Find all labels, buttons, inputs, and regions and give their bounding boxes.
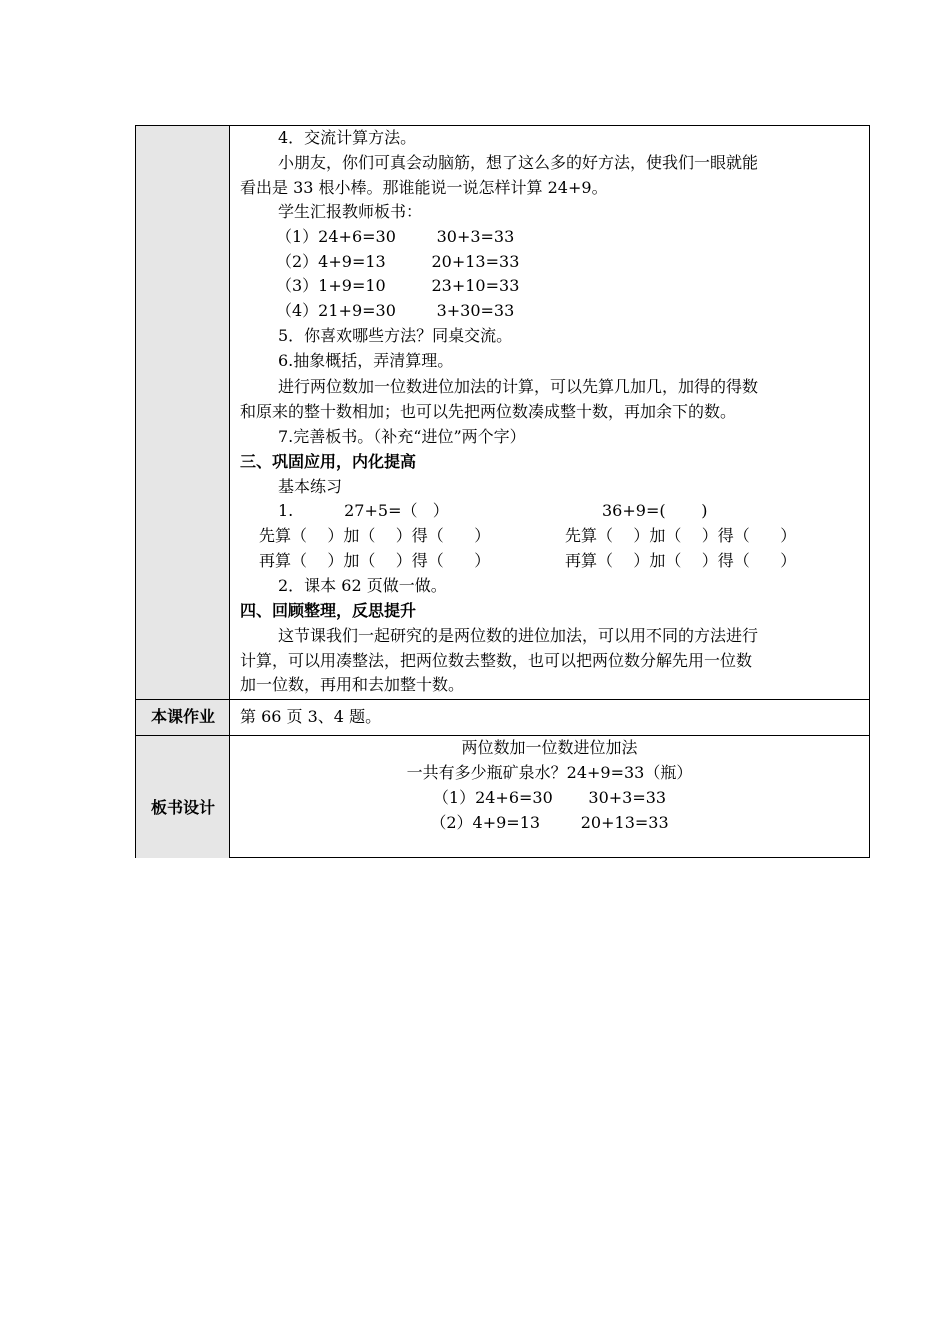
method-line: （1）24+6=30 30+3=33 — [276, 227, 515, 246]
lesson-plan-table — [135, 125, 870, 858]
subheading-basic-practice: 基本练习 — [278, 477, 343, 496]
method-line: （3）1+9=10 23+10=33 — [276, 276, 520, 295]
exercise-first-step-left: 先算（ ）加（ ）得（ ） — [259, 526, 491, 545]
board-row-2: （2）4+9=13 20+13=33 — [430, 813, 669, 832]
step-5-heading: 5．你喜欢哪些方法？同桌交流。 — [278, 326, 513, 345]
homework-label-cell — [136, 700, 230, 735]
section-heading-review: 四、回顾整理，反思提升 — [240, 601, 417, 620]
board-row-1: （1）24+6=30 30+3=33 — [432, 788, 667, 807]
board-question: 一共有多少瓶矿泉水？24+9=33（瓶） — [406, 763, 693, 782]
step-6-heading: 6.抽象概括，弄清算理。 — [278, 351, 454, 370]
step-4-heading: 4．交流计算方法。 — [278, 128, 417, 147]
homework-text: 第 66 页 3、4 题。 — [240, 707, 382, 726]
paragraph-line: 和原来的整十数相加；也可以先把两位数凑成整十数，再加余下的数。 — [240, 402, 737, 421]
process-label-cell — [136, 126, 230, 699]
exercise-1-right: 36+9=( ) — [602, 501, 708, 520]
paragraph-line: 进行两位数加一位数进位加法的计算，可以先算几加几，加得的得数 — [278, 377, 759, 396]
paragraph-line: 学生汇报教师板书： — [278, 202, 423, 221]
board-content-cell — [230, 736, 869, 858]
exercise-second-step-left: 再算（ ）加（ ）得（ ） — [259, 551, 491, 570]
exercise-2-line: 2．课本 62 页做一做。 — [278, 576, 447, 595]
section-heading-consolidate: 三、巩固应用，内化提高 — [240, 452, 417, 471]
board-title: 两位数加一位数进位加法 — [461, 738, 638, 757]
paragraph-line: 加一位数，再用和去加整十数。 — [240, 675, 465, 694]
paragraph-line: 这节课我们一起研究的是两位数的进位加法，可以用不同的方法进行 — [278, 626, 759, 645]
exercise-first-step-right: 先算（ ）加（ ）得（ ） — [565, 526, 797, 545]
paragraph-line: 看出是 33 根小棒。那谁能说一说怎样计算 24+9。 — [240, 178, 608, 197]
exercise-1-left: 1. 27+5=（ ） — [278, 501, 449, 520]
step-7-heading: 7.完善板书。（补充“进位”两个字） — [278, 427, 526, 446]
method-line: （4）21+9=30 3+30=33 — [276, 301, 515, 320]
paragraph-line: 小朋友，你们可真会动脑筋，想了这么多的好方法，使我们一眼就能 — [278, 153, 759, 172]
board-label: 板书设计 — [150, 798, 215, 817]
process-content-cell — [230, 126, 869, 699]
exercise-second-step-right: 再算（ ）加（ ）得（ ） — [565, 551, 797, 570]
board-label-cell — [136, 736, 230, 858]
paragraph-line: 计算，可以用凑整法，把两位数去整数，也可以把两位数分解先用一位数 — [240, 651, 753, 670]
homework-label: 本课作业 — [150, 707, 215, 726]
method-line: （2）4+9=13 20+13=33 — [276, 252, 520, 271]
homework-content-cell — [230, 700, 869, 735]
